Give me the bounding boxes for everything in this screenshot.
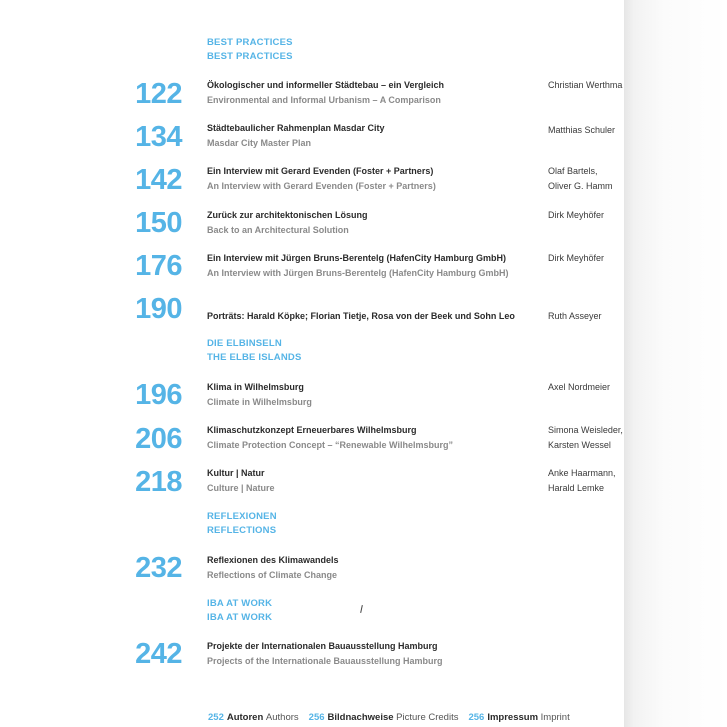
page-number: 196 — [135, 379, 182, 411]
entry-authors — [548, 466, 616, 495]
toc-footer — [208, 712, 580, 723]
entry-title-de: Klimaschutzkonzept Erneuerbares Wilhelmsburg — [207, 425, 417, 435]
entry-authors — [548, 309, 602, 324]
entry-titles — [207, 466, 547, 495]
section-heading-de: IBA AT WORK — [207, 598, 273, 609]
page-number: 218 — [135, 466, 182, 498]
author-name: Axel Nordmeier — [548, 382, 611, 392]
footer-page-number: 256 — [468, 712, 485, 723]
entry-titles — [207, 309, 547, 324]
entry-title-en: Climate in Wilhelmsburg — [207, 396, 312, 407]
print-speck — [360, 605, 363, 613]
author-name: Christian Werthma — [548, 80, 623, 90]
author-name: Olaf Bartels, — [548, 166, 598, 176]
author-name: Simona Weisleder, — [548, 425, 623, 435]
entry-title-en: Reflections of Climate Change — [207, 569, 338, 580]
page-gutter-shadow — [624, 0, 727, 727]
author-name: Matthias Schuler — [548, 125, 616, 135]
entry-title-de: Reflexionen des Klimawandels — [207, 555, 339, 565]
entry-titles — [207, 121, 547, 150]
author-name: Dirk Meyhöfer — [548, 253, 605, 263]
footer-label-de: Bildnachweise — [327, 712, 394, 723]
footer-label-en: Imprint — [540, 712, 570, 723]
entry-title-en: An Interview with Gerard Evenden (Foster + Partners) — [207, 180, 436, 191]
section-heading-en: IBA AT WORK — [207, 612, 273, 623]
section-heading-en: BEST PRACTICES — [207, 51, 293, 62]
section-heading-de: BEST PRACTICES — [207, 37, 293, 48]
footer-label-de: Impressum — [487, 712, 539, 723]
footer-label-de: Autoren — [226, 712, 264, 723]
entry-title-en: An Interview with Jürgen Bruns-Berentelg (HafenCity Hamburg GmbH) — [207, 267, 509, 278]
entry-title-en: Climate Protection Concept – “Renewable Wilhelmsburg” — [207, 439, 453, 450]
page-number: 242 — [135, 638, 182, 670]
entry-titles — [207, 553, 547, 582]
entry-authors — [548, 380, 610, 395]
author-name: Ruth Asseyer — [548, 311, 602, 321]
entry-title-en: Masdar City Master Plan — [207, 137, 312, 148]
author-name: Dirk Meyhöfer — [548, 210, 605, 220]
entry-titles — [207, 423, 547, 452]
entry-authors — [548, 423, 623, 452]
entry-title-de: Ein Interview mit Gerard Evenden (Foster + Partners) — [207, 166, 434, 176]
page-number: 176 — [135, 250, 182, 282]
entry-authors — [548, 251, 604, 266]
author-name: Karsten Wessel — [548, 439, 611, 450]
entry-title-de: Projekte der Internationalen Bauausstellung Hamburg — [207, 641, 438, 651]
entry-titles — [207, 208, 547, 237]
entry-authors — [548, 78, 622, 93]
entry-title-de: Zurück zur architektonischen Lösung — [207, 210, 368, 220]
author-name: Anke Haarmann, — [548, 468, 616, 478]
entry-title-de: Ein Interview mit Jürgen Bruns-Berentelg (HafenCity Hamburg GmbH) — [207, 253, 507, 263]
page-number: 150 — [135, 207, 182, 239]
page-number: 206 — [135, 423, 182, 455]
footer-label-en: Authors — [265, 712, 299, 723]
entry-titles — [207, 639, 547, 668]
page-number: 232 — [135, 552, 182, 584]
entry-authors — [548, 208, 604, 223]
section-heading-en: REFLECTIONS — [207, 525, 277, 536]
entry-authors — [548, 164, 613, 193]
entry-title-de: Porträts: Harald Köpke; Florian Tietje, Rosa von der Beek und Sohn Leo — [207, 311, 515, 321]
page-number: 190 — [135, 293, 182, 325]
entry-titles — [207, 78, 547, 107]
entry-title-en: Culture | Nature — [207, 482, 275, 493]
entry-titles — [207, 380, 547, 409]
page-number: 122 — [135, 78, 182, 110]
section-heading-iba-at-work — [207, 597, 272, 625]
footer-label-en: Picture Credits — [396, 712, 459, 723]
page-number: 142 — [135, 164, 182, 196]
entry-title-en: Environmental and Informal Urbanism – A Comparison — [207, 94, 441, 105]
page-number: 134 — [135, 121, 182, 153]
section-heading-en: THE ELBE ISLANDS — [207, 352, 302, 363]
section-heading-de: REFLEXIONEN — [207, 511, 277, 522]
section-heading-reflections — [207, 510, 277, 538]
author-name: Oliver G. Hamm — [548, 180, 613, 191]
entry-titles — [207, 164, 547, 193]
section-heading-de: DIE ELBINSELN — [207, 338, 282, 349]
section-heading-elbe-islands — [207, 337, 302, 365]
entry-titles — [207, 251, 547, 280]
entry-title-en: Back to an Architectural Solution — [207, 224, 349, 235]
entry-authors — [548, 123, 615, 138]
entry-title-de: Ökologischer und informeller Städtebau – ein Vergleich — [207, 80, 445, 90]
entry-title-en: Projects of the Internationale Bauausstellung Hamburg — [207, 655, 443, 666]
footer-page-number: 256 — [308, 712, 325, 723]
author-name: Harald Lemke — [548, 482, 605, 493]
entry-title-de: Städtebaulicher Rahmenplan Masdar City — [207, 123, 385, 133]
entry-title-de: Klima in Wilhelmsburg — [207, 382, 304, 392]
entry-title-de: Kultur | Natur — [207, 468, 265, 478]
footer-page-number: 252 — [208, 712, 224, 723]
section-heading-best-practices — [207, 36, 293, 64]
